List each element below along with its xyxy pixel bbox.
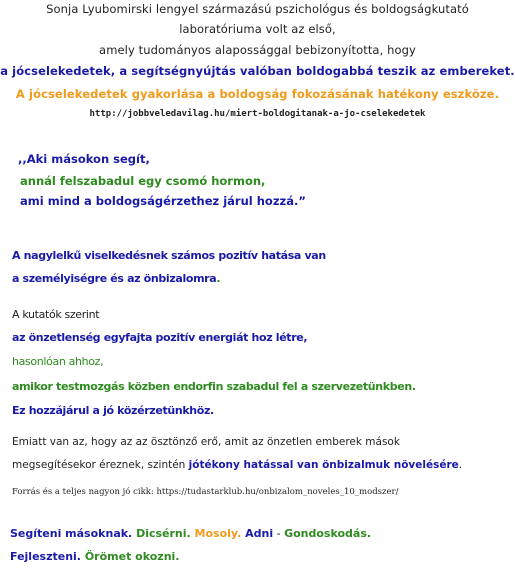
source-line: Forrás és a teljes nagyon jó cikk: https://tudastarklub.hu/onbizalom_noveles_10_modszer/ — [12, 487, 399, 497]
footer-word-7: Örömet okozni. — [80, 550, 180, 563]
section3-line-2-c: . — [458, 459, 463, 471]
section2-line-5: Ez hozzájárul a jó közérzetünkhöz. — [12, 404, 214, 417]
section2-line-4: amikor testmozgás közben endorfin szabadul fel a szervezetünkben. — [12, 380, 416, 393]
section3-line-2-a: megsegítésekor éreznek, szintén — [12, 459, 189, 471]
footer-line-1 — [10, 527, 371, 540]
footer-word-1: Segíteni másoknak. — [10, 527, 133, 540]
intro-line-3: amely tudományos alapossággal bebizonyította, hogy — [99, 43, 416, 57]
footer-dash: - — [273, 527, 285, 540]
section1-line-2-text: a személyiségre és az önbizalomra — [12, 272, 217, 285]
footer-word-2: Dicsérni. — [132, 527, 191, 540]
quote-line-2: annál felszabadul egy csomó hormon, — [20, 174, 266, 188]
intro-line-4: a jócselekedetek, a segítségnyújtás valóban boldogabbá teszik az embereket. — [0, 64, 515, 78]
section2-line-3: hasonlóan ahhoz, — [12, 355, 104, 368]
section1-line-2 — [12, 272, 220, 285]
intro-line-5: A jócselekedetek gyakorlása a boldogság fokozásának hatékony eszköze. — [15, 87, 500, 101]
section1-line-2-dot: . — [216, 272, 221, 285]
footer-line-2 — [10, 550, 179, 563]
footer-word-4: Adni — [241, 527, 274, 540]
intro-line-2: laboratóriuma volt az első, — [179, 22, 336, 36]
footer-word-5: Gondoskodás. — [284, 527, 372, 540]
section3-line-2-b: jótékony hatással van önbizalmuk növelésére — [188, 459, 459, 471]
intro-line-1: Sonja Lyubomirski lengyel származású pszichológus és boldogságkutató — [46, 2, 469, 16]
section2-line-1: A kutatók szerint — [12, 308, 100, 321]
quote-line-3: ami mind a boldogságérzethez járul hozzá.” — [20, 194, 306, 208]
section3-line-2 — [12, 459, 462, 471]
intro-url: http://jobbveledavilag.hu/miert-boldogitanak-a-jo-cselekedetek — [89, 109, 426, 119]
section1-line-1: A nagylelkű viselkedésnek számos pozitív hatása van — [12, 249, 326, 262]
footer-word-6: Fejleszteni. — [10, 550, 81, 563]
section3-line-1: Emiatt van az, hogy az az ösztönző erő, amit az önzetlen emberek mások — [12, 436, 400, 448]
section2-line-2: az önzetlenség egyfajta pozitív energiát hoz létre, — [12, 331, 308, 344]
footer-word-3: Mosoly. — [190, 527, 242, 540]
quote-line-1: ,,Aki másokon segít, — [18, 152, 150, 166]
